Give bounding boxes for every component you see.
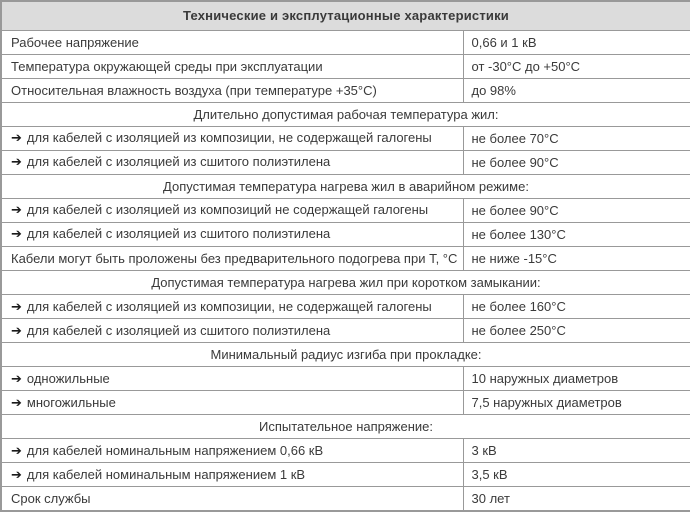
table-row [1,319,690,343]
value-cell: 3 кВ [463,439,690,463]
param-label: одножильные [26,370,110,386]
param-cell [1,150,463,174]
param-cell [1,391,463,415]
param-cell [1,126,463,150]
table-row [1,246,690,270]
arrow-icon: ➔ [11,155,22,171]
param-cell [1,198,463,222]
param-label: для кабелей с изоляцией из сшитого полиэтилена [26,154,331,170]
param-label: для кабелей с изоляцией из сшитого полиэтилена [26,322,331,338]
value-cell: 0,66 и 1 кВ [463,30,690,54]
arrow-icon: ➔ [11,227,22,243]
section-row [1,102,690,126]
table-row [1,439,690,463]
table-row [1,30,690,54]
value-cell: 10 наружных диаметров [463,367,690,391]
value-cell: не более 250°С [463,319,690,343]
value-cell: от -30°С до +50°С [463,54,690,78]
arrow-icon: ➔ [11,131,22,147]
param-label: для кабелей с изоляцией из композиции, не содержащей галогены [26,130,432,146]
param-cell [1,78,463,102]
value-cell: 30 лет [463,487,690,511]
section-label: Испытательное напряжение: [1,415,690,439]
value-cell: не более 70°С [463,126,690,150]
param-label: Рабочее напряжение [11,34,139,50]
table-row [1,222,690,246]
param-label: для кабелей с изоляцией из композиций не содержащей галогены [26,202,429,218]
spec-table-body [1,30,690,511]
arrow-icon: ➔ [11,203,22,219]
arrow-icon: ➔ [11,323,22,339]
param-cell [1,319,463,343]
value-cell: не более 90°С [463,150,690,174]
title-row [1,1,690,30]
arrow-icon: ➔ [11,371,22,387]
param-label: многожильные [26,394,116,410]
arrow-icon: ➔ [11,395,22,411]
table-row [1,78,690,102]
table-row [1,463,690,487]
value-cell: 7,5 наружных диаметров [463,391,690,415]
value-cell: не более 90°С [463,198,690,222]
param-cell [1,30,463,54]
param-label: Относительная влажность воздуха (при температуре +35°С) [11,82,377,98]
table-row [1,487,690,511]
section-label: Минимальный радиус изгиба при прокладке: [1,343,690,367]
param-label: Срок службы [11,491,91,507]
table-row [1,391,690,415]
param-label: для кабелей с изоляцией из сшитого полиэтилена [26,226,331,242]
param-label: для кабелей номинальным напряжением 0,66 кВ [26,442,324,458]
section-row [1,270,690,294]
arrow-icon: ➔ [11,467,22,483]
section-label: Допустимая температура нагрева жил при коротком замыкании: [1,270,690,294]
param-cell [1,295,463,319]
param-cell [1,222,463,246]
value-cell: не ниже -15°С [463,246,690,270]
param-label: Кабели могут быть проложены без предварительного подогрева при Т, °С [11,250,458,266]
section-row [1,343,690,367]
value-cell: 3,5 кВ [463,463,690,487]
table-row [1,198,690,222]
value-cell: не более 160°С [463,295,690,319]
table-row [1,367,690,391]
section-label: Длительно допустимая рабочая температура жил: [1,102,690,126]
param-cell [1,367,463,391]
value-cell: до 98% [463,78,690,102]
arrow-icon: ➔ [11,443,22,459]
section-row [1,174,690,198]
param-cell [1,487,463,511]
section-row [1,415,690,439]
param-cell [1,463,463,487]
param-cell [1,439,463,463]
param-label: для кабелей с изоляцией из композиции, не содержащей галогены [26,298,432,314]
arrow-icon: ➔ [11,299,22,315]
page-title: Технические и эксплутационные характеристики [1,1,690,30]
param-label: для кабелей номинальным напряжением 1 кВ [26,466,306,482]
table-row [1,150,690,174]
table-row [1,295,690,319]
table-row [1,126,690,150]
param-label: Температура окружающей среды при эксплуатации [11,58,323,74]
section-label: Допустимая температура нагрева жил в аварийном режиме: [1,174,690,198]
param-cell [1,54,463,78]
param-cell [1,246,463,270]
table-row [1,54,690,78]
value-cell: не более 130°С [463,222,690,246]
